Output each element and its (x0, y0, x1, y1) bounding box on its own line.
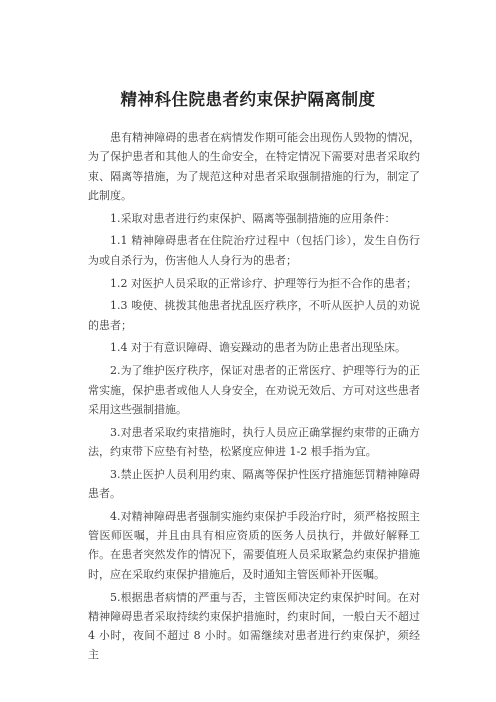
rule-3-paragraph: 3.对患者采取约束措施时，执行人员应正确掌握约束带的正确方法，约束带下应垫有衬垫，松紧度应伸进 1-2 根手指为宜。 (88, 425, 420, 458)
rule-2-paragraph: 2.为了维护医疗秩序，保证对患者的正常医疗、护理等行为的正常实施，保护患者或他人人身安全，在劝说无效后、方可对这些患者采用这些强制措施。 (88, 364, 420, 416)
intro-paragraph: 患有精神障碍的患者在病情发作期可能会出现伤人毁物的情况，为了保护患者和其他人的生命安全，在特定情况下需要对患者采取约束、隔离等措施，为了规范这种对患者采取强制措施的行为，制定了此制度。 (88, 131, 420, 202)
document-title: 精神科住院患者约束保护隔离制度 (120, 90, 376, 109)
rule-3-prohibition-paragraph: 3.禁止医护人员利用约束、隔离等保护性医疗措施惩罚精神障碍患者。 (88, 467, 420, 501)
rule-4-paragraph: 4.对精神障碍患者强制实施约束保护手段治疗时，须严格按照主管医师医嘱，并且由具有相应资质的医务人员执行，并做好解释工作。在患者突然发作的情况下，需要值班人员采取紧急约束保护措施时，应在采取约束保护措施后，及时通知主管医师补开医嘱。 (88, 509, 420, 581)
rule-1-4-paragraph: 1.4 对于有意识障碍、谵妄躁动的患者为防止患者出现坠床。 (110, 341, 406, 355)
rule-1-3-paragraph: 1.3 唆使、挑拨其他患者扰乱医疗秩序，不听从医护人员的劝说的患者； (88, 299, 420, 332)
rule-1-paragraph: 1.采取对患者进行约束保护、隔离等强制措施的应用条件： (110, 211, 396, 225)
rule-1-2-paragraph: 1.2 对医护人员采取的正常诊疗、护理等行为拒不合作的患者； (110, 276, 417, 290)
rule-5-paragraph: 5.根据患者病情的严重与否，主管医师决定约束保护时间。在对精神障碍患者采取持续约束保护措施时，约束时间，一般白天不超过 4 小时，夜间不超过 8 小时。如需继续对患者进行约束保护，须经主 (88, 590, 420, 662)
rule-1-1-paragraph: 1.1 精神障碍患者在住院治疗过程中（包括门诊），发生自伤行为或自杀行为，伤害他人人身行为的患者； (88, 234, 420, 267)
document-body (88, 128, 420, 668)
